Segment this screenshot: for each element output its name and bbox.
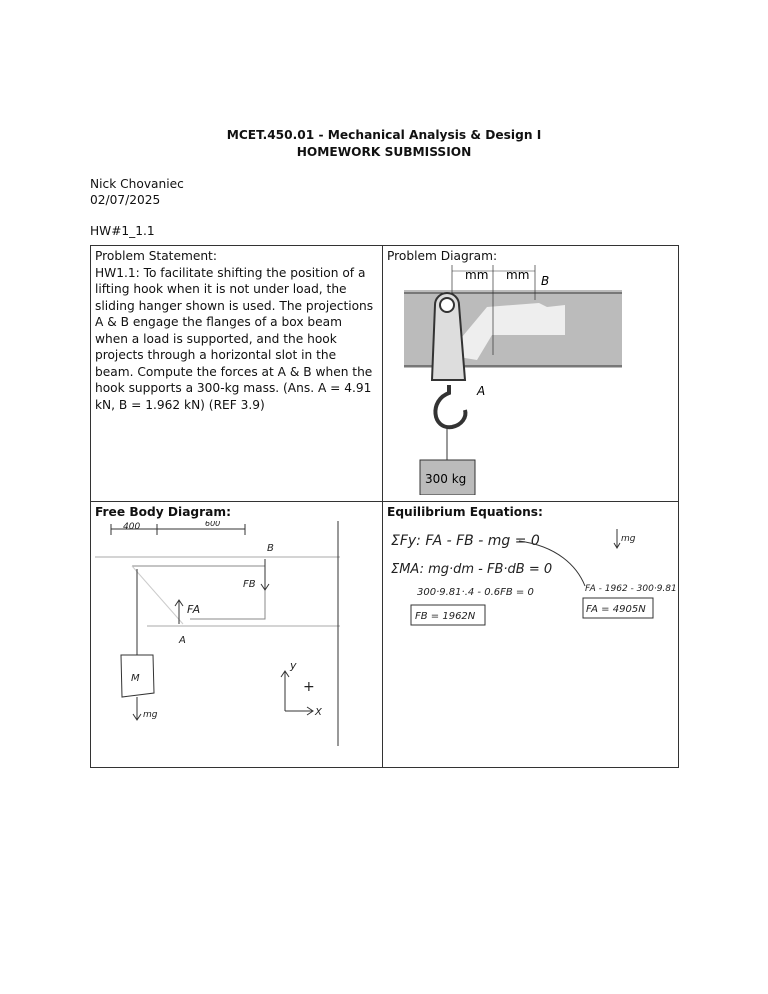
dim-unit: mm [506,267,530,282]
fbd-x-axis-label: X [315,706,322,718]
equilibrium-equations [387,521,677,651]
equilibrium-cell [383,502,679,768]
hook [435,385,465,427]
fbd-sign-convention: + [303,678,315,695]
problem-statement-label: Problem Statement: [95,249,217,263]
fbd-cell [91,502,383,768]
fbd-mg-label: mg [143,709,158,720]
student-name: Nick Chovaniec [90,177,184,191]
assignment-id: HW#1_1.1 [90,224,155,238]
problem-diagram-cell [383,246,679,502]
dim-unit: mm [465,267,489,282]
dim-400 [463,265,486,266]
mass-label: 300 kg [425,471,467,486]
problem-statement-text: HW1.1: To facilitate shifting the position of a lifting hook when it is not under load, the sliding hanger shown is used. The projections A & B engage the flanges of a box beam when a load is supported, and the hook projects through a horizontal slot in the beam. Compute the forces at A & B when the hook supports a 300-kg mass. (Ans. A = 4.91 kN, B = 1.962 kN) (REF 3.9) [95,265,374,412]
fbd-y-axis-label: y [290,658,297,672]
point-b-label: B [541,273,550,288]
homework-table [90,245,679,768]
problem-diagram-label: Problem Diagram: [387,249,498,263]
sum-ma-equation: ΣMA: mg·dm - FB·dB = 0 [391,561,553,577]
fa-result: FA = 4905N [586,603,646,615]
fbd-mass-label: M [131,672,140,684]
mg-direction-note: mg [621,533,636,544]
fbd-dim-600: 600 [205,520,221,528]
submission-date: 02/07/2025 [90,193,161,207]
sum-fy-equation: ΣFy: FA - FB - mg = 0 [391,532,540,549]
equilibrium-label: Equilibrium Equations: [387,505,543,519]
problem-diagram [387,265,677,495]
fbd-label: Free Body Diagram: [95,505,231,519]
problem-statement-cell [91,246,383,502]
moment-substitution: 300·9.81·.4 - 0.6FB = 0 [417,586,534,598]
dim-600 [504,265,527,266]
fa-equation: FA - 1962 - 300·9.81 [585,583,677,594]
fbd-fb-label: FB [243,578,256,590]
point-a-label: A [477,383,486,398]
fbd-fa-label: FA [187,602,201,616]
fbd-b-label: B [267,542,274,554]
submission-heading: HOMEWORK SUBMISSION [296,145,472,159]
course-title: MCET.450.01 - Mechanical Analysis & Design I [226,128,542,142]
fbd-a-label: A [179,634,186,646]
free-body-diagram [95,521,375,761]
fb-result: FB = 1962N [415,610,476,622]
fbd-dim-400: 400 [123,521,141,532]
